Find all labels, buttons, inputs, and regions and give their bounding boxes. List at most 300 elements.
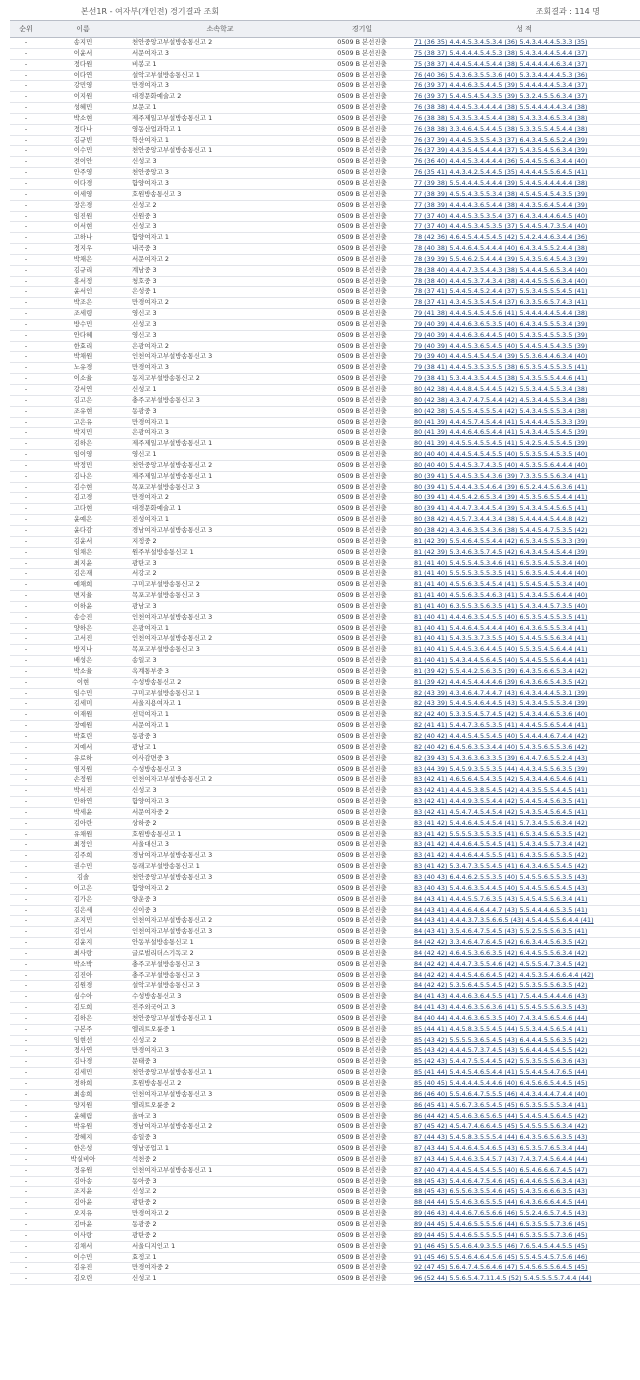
name-cell: 김아윤 — [42, 1198, 124, 1209]
name-cell: 장혜지 — [42, 1133, 124, 1144]
score-link[interactable]: 81 (42 39) 5.5.4.6.4.5.5.4.4 (42) 6.5.3.4.5.5.5.3.3 (39) — [414, 536, 588, 545]
school-cell: 함양여자고 3 — [124, 178, 316, 189]
table-row — [10, 1154, 640, 1165]
score-link[interactable]: 80 (42 38) 4.3.4.7.4.7.5.4.4 (42) 4.5.3.4.4.5.5.3.4 (38) — [414, 395, 588, 404]
rank-cell: - — [10, 710, 42, 721]
score-link[interactable]: 88 (45 43) 5.4.4.6.4.7.5.4.6 (45) 6.4.4.6.5.5.6.3.4 (43) — [414, 1176, 588, 1185]
score-link[interactable]: 85 (43 42) 5.5.5.5.3.6.5.4.5 (43) 6.4.4.4.5.5.6.3.5 (42) — [414, 1035, 588, 1044]
game-cell: 0509 B 본선진출 — [316, 1241, 408, 1252]
rank-cell: - — [10, 515, 42, 526]
game-cell: 0509 B 본선진출 — [316, 450, 408, 461]
rank-cell: - — [10, 1133, 42, 1144]
rank-cell: - — [10, 677, 42, 688]
score-link[interactable]: 85 (44 41) 4.4.5.8.3.5.5.4.5 (44) 5.5.3.4.4.5.6.5.4 (41) — [414, 1024, 588, 1033]
score-link[interactable]: 89 (46 43) 4.4.4.6.7.6.5.6.6 (46) 5.5.2.4.6.5.7.4.5 (43) — [414, 1209, 588, 1218]
score-link[interactable]: 80 (41 39) 4.4.5.5.4.5.5.4.5 (41) 5.4.2.5.4.5.5.4.5 (39) — [414, 439, 588, 448]
score-link[interactable]: 87 (43 44) 5.4.4.6.4.5.4.6.5 (43) 6.5.3.5.7.6.5.3.4 (44) — [414, 1144, 588, 1153]
rank-cell: - — [10, 525, 42, 536]
score-link[interactable]: 78 (38 40) 4.4.4.5.3.7.4.3.4 (38) 4.4.4.5.5.5.6.3.4 (40) — [414, 276, 588, 285]
score-link[interactable]: 82 (43 39) 5.4.4.5.4.6.4.4.5 (43) 5.4.3.4.5.5.5.3.4 (39) — [414, 699, 588, 708]
table-row — [10, 450, 640, 461]
score-link[interactable]: 77 (39 38) 5.5.4.4.4.5.4.4.4 (39) 5.4.4.5.4.4.4.4.4 (38) — [414, 178, 588, 187]
game-cell: 0509 B 본선진출 — [316, 1079, 408, 1090]
game-cell: 0509 B 본선진출 — [316, 1068, 408, 1079]
rank-cell: - — [10, 1263, 42, 1274]
score-cell — [408, 233, 640, 244]
name-cell: 정다나 — [42, 124, 124, 135]
school-cell: 석천중 2 — [124, 1154, 316, 1165]
rank-cell: - — [10, 688, 42, 699]
game-cell: 0509 B 본선진출 — [316, 905, 408, 916]
name-cell: 박채은 — [42, 254, 124, 265]
score-cell — [408, 211, 640, 222]
score-link[interactable]: 80 (38 42) 4.3.4.6.3.5.4.3.6 (38) 5.4.4.5.4.7.5.3.5 (42) — [414, 525, 588, 534]
score-link[interactable]: 84 (42 42) 4.6.4.5.3.6.6.3.5 (42) 6.4.4.5.5.5.6.3.4 (42) — [414, 948, 588, 957]
score-link[interactable]: 92 (47 45) 5.6.4.7.4.5.6.4.6 (47) 5.4.5.6.5.5.6.4.5 (45) — [414, 1263, 588, 1272]
school-cell: 서강고 2 — [124, 569, 316, 580]
score-link[interactable]: 89 (44 45) 5.4.4.6.5.5.5.5.5 (44) 6.5.3.5.5.5.7.3.6 (45) — [414, 1230, 588, 1239]
table-row — [10, 146, 640, 157]
school-cell: 인천여자고부설방송통신고 3 — [124, 1089, 316, 1100]
name-cell: 조지민 — [42, 916, 124, 927]
rank-cell: - — [10, 200, 42, 211]
school-cell: 동광중 3 — [124, 732, 316, 743]
score-link[interactable]: 77 (38 39) 4.5.5.4.3.5.5.3.4 (38) 4.5.4.5.4.5.4.3.5 (39) — [414, 189, 588, 198]
game-cell: 0509 B 본선진출 — [316, 699, 408, 710]
rank-cell: - — [10, 135, 42, 146]
name-cell: 김윤서 — [42, 536, 124, 547]
game-cell: 0509 B 본선진출 — [316, 1100, 408, 1111]
score-link[interactable]: 83 (41 42) 4.4.4.6.4.5.5.4.5 (41) 5.4.3.4.5.5.7.3.4 (42) — [414, 840, 588, 849]
table-row — [10, 1263, 640, 1274]
table-row — [10, 948, 640, 959]
score-cell — [408, 1187, 640, 1198]
score-link[interactable]: 83 (42 41) 4.5.4.7.4.5.4.5.4 (42) 5.4.3.5.4.5.6.4.5 (41) — [414, 807, 588, 816]
score-link[interactable]: 81 (39 42) 5.5.4.4.2.5.6.3.5 (39) 6.4.3.5.6.6.5.3.4 (42) — [414, 666, 588, 675]
school-cell: 신성고 3 — [124, 319, 316, 330]
score-link[interactable]: 77 (37 40) 4.4.4.5.3.4.5.3.5 (37) 5.4.4.5.4.7.3.5.4 (40) — [414, 222, 588, 231]
score-cell — [408, 807, 640, 818]
school-cell: 수성방송통신고 3 — [124, 764, 316, 775]
name-cell: 조지윤 — [42, 1187, 124, 1198]
score-link[interactable]: 83 (40 43) 6.4.4.6.2.5.5.3.5 (40) 5.4.5.5.6.5.5.3.5 (43) — [414, 872, 588, 881]
rank-cell: - — [10, 276, 42, 287]
score-link[interactable]: 76 (35 41) 4.4.3.4.2.5.4.4.5 (35) 4.4.4.4.5.5.6.4.5 (41) — [414, 168, 588, 177]
score-cell — [408, 135, 640, 146]
score-link[interactable]: 79 (40 39) 4.4.4.6.3.6.5.3.5 (40) 6.4.3.4.5.5.5.3.4 (39) — [414, 319, 588, 328]
name-cell: 김하은 — [42, 1013, 124, 1024]
table-row — [10, 1089, 640, 1100]
rank-cell: - — [10, 1209, 42, 1220]
score-cell — [408, 70, 640, 81]
rank-cell: - — [10, 547, 42, 558]
game-cell: 0509 B 본선진출 — [316, 298, 408, 309]
score-link[interactable]: 87 (43 44) 5.4.4.6.3.5.4.5.7 (43) 7.4.3.7.4.5.6.4.4 (44) — [414, 1154, 588, 1163]
name-cell: 김나경 — [42, 1057, 124, 1068]
score-link[interactable]: 80 (41 39) 4.4.4.6.4.6.5.4.4 (41) 5.4.3.4.4.5.5.4.5 (39) — [414, 428, 588, 437]
score-cell — [408, 786, 640, 797]
table-row — [10, 732, 640, 743]
rank-cell: - — [10, 1154, 42, 1165]
score-link[interactable]: 78 (38 40) 4.4.4.7.3.5.4.4.3 (38) 5.4.4.4.5.6.5.3.4 (40) — [414, 265, 588, 274]
score-link[interactable]: 84 (41 43) 4.4.4.6.3.5.6.3.6 (41) 5.5.4.5.5.5.6.3.5 (43) — [414, 1003, 588, 1012]
score-link[interactable]: 80 (38 42) 4.4.5.7.3.4.4.3.4 (38) 5.4.4.4.4.5.4.4.8 (42) — [414, 515, 588, 524]
game-cell: 0509 B 본선진출 — [316, 851, 408, 862]
table-row — [10, 471, 640, 482]
score-link[interactable]: 83 (40 43) 5.4.4.6.3.5.4.4.5 (40) 5.4.4.5.5.6.5.4.5 (43) — [414, 883, 588, 892]
score-link[interactable]: 84 (43 41) 4.4.4.5.5.7.6.3.5 (43) 5.4.5.4.5.5.6.3.4 (41) — [414, 894, 588, 903]
score-link[interactable]: 85 (43 42) 4.4.4.5.7.3.7.4.5 (43) 5.6.4.4.4.5.4.5.5 (42) — [414, 1046, 588, 1055]
score-link[interactable]: 81 (41 40) 4.5.5.6.3.5.4.5.4 (41) 5.5.4.5.4.5.5.3.4 (40) — [414, 580, 588, 589]
score-link[interactable]: 91 (46 45) 5.5.4.6.4.9.3.5.5 (46) 7.6.5.4.5.4.4.5.5 (45) — [414, 1241, 588, 1250]
name-cell: 박지민 — [42, 428, 124, 439]
table-row — [10, 612, 640, 623]
school-cell: 호원방송통신고 2 — [124, 1079, 316, 1090]
game-cell: 0509 B 본선진출 — [316, 1209, 408, 1220]
school-cell: 신원중 3 — [124, 211, 316, 222]
game-cell: 0509 B 본선진출 — [316, 341, 408, 352]
score-link[interactable]: 84 (42 42) 4.4.4.7.3.5.5.4.6 (42) 4.5.5.5.4.7.3.4.5 (42) — [414, 959, 588, 968]
score-link[interactable]: 76 (38 38) 4.4.4.5.3.4.4.4.4 (38) 5.5.4.4.4.4.4.3.4 (38) — [414, 103, 588, 112]
score-link[interactable]: 84 (43 41) 3.5.4.6.4.7.5.4.5 (43) 5.5.2.5.5.5.6.3.5 (41) — [414, 927, 588, 936]
score-link[interactable]: 79 (39 40) 4.4.4.5.4.5.4.5.4 (39) 5.5.3.6.4.4.6.3.4 (40) — [414, 352, 588, 361]
score-link[interactable]: 81 (41 40) 4.5.5.6.3.5.4.6.3 (41) 5.4.3.4.5.5.6.4.4 (40) — [414, 591, 588, 600]
name-cell: 김은재 — [42, 569, 124, 580]
school-cell: 함양여자고 2 — [124, 883, 316, 894]
school-cell: 영동산업과학고 1 — [124, 124, 316, 135]
score-link[interactable]: 81 (40 41) 4.4.4.6.3.5.4.5.5 (40) 6.5.3.5.4.5.5.3.5 (41) — [414, 612, 588, 621]
score-cell — [408, 1111, 640, 1122]
game-cell: 0509 B 본선진출 — [316, 211, 408, 222]
score-link[interactable]: 80 (39 41) 4.4.5.4.2.6.5.3.4 (39) 4.5.3.5.6.5.5.4.4 (41) — [414, 493, 588, 502]
score-link[interactable]: 76 (39 37) 4.4.4.6.3.5.4.4.5 (39) 5.4.4.4.4.4.5.3.4 (37) — [414, 81, 588, 90]
table-row — [10, 851, 640, 862]
score-link[interactable]: 88 (45 43) 6.5.5.6.3.5.5.4.6 (45) 5.4.3.5.6.6.6.3.5 (43) — [414, 1187, 588, 1196]
name-cell: 이수민 — [42, 1252, 124, 1263]
score-link[interactable]: 84 (42 42) 5.3.5.6.4.5.5.4.5 (42) 5.5.3.5.5.5.6.3.5 (42) — [414, 981, 588, 990]
table-row — [10, 569, 640, 580]
score-link[interactable]: 75 (38 37) 4.4.4.5.4.4.5.4.4 (38) 5.4.4.4.4.4.6.3.4 (37) — [414, 59, 588, 68]
table-row — [10, 504, 640, 515]
school-cell: 천안중앙고 3 — [124, 168, 316, 179]
score-link[interactable]: 78 (37 41) 5.4.4.5.4.5.2.4.4 (37) 5.5.3.4.5.5.5.4.5 (41) — [414, 287, 588, 296]
score-link[interactable]: 80 (40 40) 5.4.4.5.3.7.4.3.5 (40) 4.5.3.5.5.6.4.4.4 (40) — [414, 460, 588, 469]
score-link[interactable]: 77 (38 39) 4.4.4.4.3.6.5.4.4 (38) 4.4.3.5.6.4.5.4.4 (39) — [414, 200, 588, 209]
rank-cell: - — [10, 428, 42, 439]
rank-cell: - — [10, 385, 42, 396]
score-link[interactable]: 80 (39 41) 5.4.4.5.3.5.4.3.6 (39) 7.3.3.5.5.5.6.3.4 (41) — [414, 471, 588, 480]
school-cell: 은광여자고 3 — [124, 428, 316, 439]
score-link[interactable]: 84 (40 44) 4.4.4.6.3.6.5.3.5 (40) 7.4.3.4.5.6.5.4.6 (44) — [414, 1013, 588, 1022]
score-cell — [408, 1274, 640, 1285]
score-link[interactable]: 81 (40 41) 5.4.3.4.4.5.6.4.5 (40) 5.4.4.5.5.5.6.4.4 (41) — [414, 656, 588, 665]
table-row — [10, 894, 640, 905]
score-link[interactable]: 85 (42 43) 5.4.4.7.5.5.4.4.5 (42) 5.5.3.5.5.5.6.3.6 (43) — [414, 1057, 588, 1066]
score-cell — [408, 699, 640, 710]
rank-cell: - — [10, 786, 42, 797]
rank-cell: - — [10, 146, 42, 157]
score-link[interactable]: 84 (43 41) 4.4.4.6.4.6.4.4.7 (43) 5.5.4.4.4.6.5.3.5 (41) — [414, 905, 588, 914]
score-cell — [408, 1024, 640, 1035]
header-school: 소속학교 — [124, 21, 316, 38]
rank-cell: - — [10, 1230, 42, 1241]
score-link[interactable]: 83 (42 41) 4.4.4.5.3.8.5.4.5 (42) 4.4.3.5.5.5.4.4.5 (41) — [414, 786, 588, 795]
table-row — [10, 710, 640, 721]
game-cell: 0509 B 본선진출 — [316, 721, 408, 732]
score-link[interactable]: 80 (39 41) 5.4.4.4.3.5.4.6.4 (39) 6.5.2.4.4.5.6.3.6 (41) — [414, 482, 588, 491]
score-link[interactable]: 82 (40 42) 4.4.4.5.4.5.5.4.5 (40) 5.4.4.4.4.6.7.4.4 (42) — [414, 732, 588, 740]
score-link[interactable]: 80 (42 38) 4.4.4.8.4.5.4.4.5 (42) 5.5.3.4.4.5.5.3.4 (38) — [414, 385, 588, 393]
name-cell: 이재원 — [42, 710, 124, 721]
score-link[interactable]: 81 (42 39) 5.3.4.6.3.5.7.4.5 (42) 6.4.3.4.5.4.5.4.4 (39) — [414, 547, 588, 556]
score-link[interactable]: 83 (42 41) 4.6.5.6.4.5.4.3.5 (42) 5.4.3.4.4.6.5.4.6 (41) — [414, 775, 588, 784]
score-link[interactable]: 76 (38 38) 3.3.4.6.4.5.4.4.5 (38) 5.3.3.5.5.4.5.4.4 (38) — [414, 124, 588, 133]
rank-cell: - — [10, 569, 42, 580]
game-cell: 0509 B 본선진출 — [316, 1187, 408, 1198]
score-link[interactable]: 85 (41 44) 5.4.4.5.4.6.5.4.4 (41) 5.5.4.4.5.4.7.6.5 (44) — [414, 1068, 588, 1077]
score-link[interactable]: 82 (41 41) 5.4.4.7.3.6.5.3.5 (41) 4.4.4.5.5.6.5.4.4 (41) — [414, 721, 588, 730]
game-cell: 0509 B 본선진출 — [316, 135, 408, 146]
score-link[interactable]: 86 (44 42) 4.5.4.6.3.6.5.6.5 (44) 5.4.4.5.4.5.6.4.5 (42) — [414, 1111, 588, 1120]
name-cell: 박소박 — [42, 959, 124, 970]
score-link[interactable]: 78 (42 36) 4.6.4.5.4.4.5.4.5 (42) 5.4.2.4.4.6.3.4.4 (36) — [414, 233, 588, 242]
game-cell: 0509 B 본선진출 — [316, 406, 408, 417]
school-cell: 만경여자고 2 — [124, 1209, 316, 1220]
rank-cell: - — [10, 721, 42, 732]
name-cell: 윤예은 — [42, 515, 124, 526]
name-cell: 노유경 — [42, 363, 124, 374]
score-cell — [408, 862, 640, 873]
school-cell: 광탄중 2 — [124, 1198, 316, 1209]
score-link[interactable]: 79 (40 39) 4.4.4.5.3.6.5.4.5 (40) 5.4.4.5.4.5.4.3.5 (39) — [414, 341, 588, 350]
game-cell: 0509 B 본선진출 — [316, 948, 408, 959]
school-cell: 학산여자고 1 — [124, 135, 316, 146]
table-row — [10, 829, 640, 840]
school-cell: 제주제일고부설방송통신고 1 — [124, 471, 316, 482]
score-link[interactable]: 79 (38 41) 5.3.4.4.3.5.4.4.5 (38) 5.4.3.5.5.5.4.4.6 (41) — [414, 374, 588, 383]
game-cell: 0509 B 본선진출 — [316, 1219, 408, 1230]
game-cell: 0509 B 본선진출 — [316, 1263, 408, 1274]
name-cell: 송지민 — [42, 38, 124, 49]
score-link[interactable]: 82 (39 43) 5.4.3.6.3.6.3.3.5 (39) 6.4.4.7.6.5.5.2.4 (43) — [414, 753, 588, 762]
name-cell: 배성은 — [42, 656, 124, 667]
score-link[interactable]: 83 (44 39) 5.4.5.9.3.5.5.3.5 (44) 4.4.3.4.5.5.6.3.5 (39) — [414, 764, 588, 773]
game-cell: 0509 B 본선진출 — [316, 927, 408, 938]
table-body — [10, 38, 640, 1285]
score-link[interactable]: 88 (44 44) 5.5.4.6.3.6.5.5.5 (44) 6.4.3.6.6.6.4.4.5 (44) — [414, 1198, 588, 1207]
score-link[interactable]: 96 (52 44) 5.5.6.5.4.7.11.4.5 (52) 5.4.5.5.5.5.7.4.4 (44) — [414, 1274, 592, 1283]
score-link[interactable]: 83 (41 42) 5.5.5.5.3.5.5.3.5 (41) 6.5.3.4.5.6.5.3.5 (42) — [414, 829, 588, 838]
rank-cell: - — [10, 330, 42, 341]
name-cell: 김도희 — [42, 1003, 124, 1014]
score-link[interactable]: 77 (37 40) 4.4.4.5.3.5.3.5.4 (37) 6.4.3.4.4.4.6.4.5 (40) — [414, 211, 588, 220]
score-link[interactable]: 78 (37 41) 4.3.4.5.3.5.4.5.4 (37) 6.3.3.5.6.5.7.4.3 (41) — [414, 298, 588, 307]
score-link[interactable]: 81 (39 42) 4.4.4.5.4.4.4.4.6 (39) 6.4.3.6.6.5.4.3.5 (42) — [414, 677, 588, 686]
score-link[interactable]: 80 (40 40) 4.4.4.5.4.5.4.5.5 (40) 5.5.3.5.5.4.5.3.5 (40) — [414, 450, 588, 459]
score-link[interactable]: 78 (40 38) 5.4.4.6.4.5.4.4.4 (40) 6.4.3.4.5.5.2.4.4 (38) — [414, 244, 588, 253]
score-cell — [408, 254, 640, 265]
score-link[interactable]: 76 (39 37) 5.4.4.5.4.5.4.3.5 (39) 5.3.2.4.5.5.6.3.4 (37) — [414, 92, 588, 101]
school-cell: 보문고 1 — [124, 103, 316, 114]
table-row — [10, 417, 640, 428]
rank-cell: - — [10, 103, 42, 114]
game-cell: 0509 B 본선진출 — [316, 688, 408, 699]
score-link[interactable]: 84 (41 43) 4.4.4.6.3.6.4.5.5 (41) 7.5.4.4.5.4.4.4.6 (43) — [414, 992, 588, 1001]
score-link[interactable]: 87 (44 43) 5.4.5.8.3.5.5.5.4 (44) 6.4.3.5.6.5.6.3.5 (43) — [414, 1133, 588, 1142]
score-link[interactable]: 89 (44 45) 5.4.4.6.5.5.5.5.6 (44) 6.5.3.5.5.5.7.3.6 (45) — [414, 1219, 588, 1228]
table-row — [10, 797, 640, 808]
score-link[interactable]: 81 (40 41) 5.4.3.5.3.7.3.5.5 (40) 5.4.4.5.5.5.6.3.4 (41) — [414, 634, 588, 643]
game-cell: 0509 B 본선진출 — [316, 591, 408, 602]
score-link[interactable]: 79 (40 39) 4.4.4.6.3.6.4.4.5 (40) 5.4.3.5.4.5.5.3.5 (39) — [414, 330, 588, 339]
score-cell — [408, 428, 640, 439]
score-link[interactable]: 84 (43 41) 4.4.4.3.7.3.5.6.6.5 (43) 4.5.4.4.5.5.6.4.4 (41) — [414, 916, 594, 925]
score-link[interactable]: 79 (41 38) 4.4.4.5.4.5.4.5.6 (41) 5.4.4.4.4.4.5.4.4 (38) — [414, 309, 588, 318]
school-cell: 이사감면중 3 — [124, 753, 316, 764]
score-link[interactable]: 83 (41 42) 5.4.4.6.4.5.4.5.4 (41) 5.7.3.4.5.5.6.3.4 (42) — [414, 818, 588, 827]
score-link[interactable]: 81 (40 41) 5.4.4.6.4.5.4.4.4 (40) 6.4.3.6.5.5.5.3.4 (41) — [414, 623, 588, 632]
score-cell — [408, 59, 640, 70]
score-link[interactable]: 76 (37 39) 4.4.3.5.4.5.4.4.4 (37) 5.4.3.5.4.5.6.3.4 (39) — [414, 146, 588, 155]
name-cell: 송승진 — [42, 612, 124, 623]
rank-cell: - — [10, 352, 42, 363]
score-link[interactable]: 82 (40 42) 6.4.5.6.3.5.3.4.4 (40) 5.4.3.5.6.5.5.3.6 (42) — [414, 742, 588, 751]
game-cell: 0509 B 본선진출 — [316, 959, 408, 970]
rank-cell: - — [10, 1252, 42, 1263]
score-link[interactable]: 76 (40 36) 5.4.3.6.3.5.5.3.6 (40) 5.3.3.4.4.4.4.5.3 (36) — [414, 70, 588, 79]
school-cell: 서울디지인고 1 — [124, 1241, 316, 1252]
score-cell — [408, 851, 640, 862]
rank-cell: - — [10, 178, 42, 189]
rank-cell: - — [10, 460, 42, 471]
game-cell: 0509 B 본선진출 — [316, 666, 408, 677]
score-cell — [408, 753, 640, 764]
name-cell: 김고경 — [42, 493, 124, 504]
score-cell — [408, 363, 640, 374]
table-row — [10, 1122, 640, 1133]
game-cell: 0509 B 본선진출 — [316, 385, 408, 396]
name-cell: 이사랑 — [42, 1230, 124, 1241]
game-cell: 0509 B 본선진출 — [316, 330, 408, 341]
table-row — [10, 374, 640, 385]
rank-cell: - — [10, 1068, 42, 1079]
table-row — [10, 168, 640, 179]
school-cell: 영신고 3 — [124, 330, 316, 341]
school-cell: 함양여자고 1 — [124, 233, 316, 244]
school-cell: 충주고부설방송통신고 3 — [124, 959, 316, 970]
score-link[interactable]: 81 (40 41) 5.4.4.5.3.6.4.4.5 (40) 5.5.3.5.4.5.6.4.4 (41) — [414, 645, 588, 654]
score-cell — [408, 634, 640, 645]
score-link[interactable]: 82 (42 40) 5.3.3.5.4.5.7.4.5 (42) 5.4.3.4.4.6.5.3.6 (40) — [414, 710, 588, 719]
score-link[interactable]: 83 (41 42) 5.3.4.7.3.5.5.4.5 (41) 6.4.3.4.6.5.5.4.5 (42) — [414, 862, 588, 871]
score-cell — [408, 1046, 640, 1057]
rank-cell: - — [10, 699, 42, 710]
score-link[interactable]: 76 (36 40) 4.4.4.5.3.4.4.4.4 (36) 5.4.4.5.5.6.3.4.4 (40) — [414, 157, 588, 166]
game-cell: 0509 B 본선진출 — [316, 1024, 408, 1035]
name-cell: 김규리 — [42, 265, 124, 276]
score-cell — [408, 959, 640, 970]
score-cell — [408, 656, 640, 667]
score-link[interactable]: 86 (45 41) 4.5.6.7.3.6.5.4.5 (45) 6.5.3.5.5.5.5.3.4 (41) — [414, 1100, 588, 1109]
score-link[interactable]: 79 (38 41) 4.4.4.5.3.5.3.5.5 (38) 6.5.3.5.4.5.5.3.5 (41) — [414, 363, 588, 372]
school-cell: 만경여자고 3 — [124, 81, 316, 92]
name-cell: 전이안 — [42, 157, 124, 168]
score-link[interactable]: 82 (43 39) 4.3.4.6.4.7.4.4.7 (43) 6.4.3.4.4.4.5.3.1 (39) — [414, 688, 588, 697]
name-cell: 김세민 — [42, 1068, 124, 1079]
score-link[interactable]: 87 (45 42) 4.5.4.7.4.6.6.4.5 (45) 5.4.5.5.5.5.6.3.4 (42) — [414, 1122, 588, 1131]
score-cell — [408, 1154, 640, 1165]
school-cell: 엘리트오륜중 1 — [124, 1024, 316, 1035]
school-cell: 동아중 3 — [124, 1176, 316, 1187]
game-cell: 0509 B 본선진출 — [316, 515, 408, 526]
score-cell — [408, 352, 640, 363]
table-row — [10, 634, 640, 645]
score-link[interactable]: 80 (41 39) 4.4.4.5.7.4.5.4.4 (41) 5.4.4.4.4.5.5.3.3 (39) — [414, 417, 588, 426]
table-row — [10, 276, 640, 287]
table-row — [10, 493, 640, 504]
table-row — [10, 1176, 640, 1187]
score-link[interactable]: 78 (39 39) 5.5.4.6.2.5.4.4.4 (39) 5.4.3.5.6.4.5.4.3 (39) — [414, 254, 588, 263]
score-link[interactable]: 84 (42 42) 3.3.4.6.4.7.6.4.5 (42) 6.6.3.4.4.5.6.3.5 (42) — [414, 938, 588, 947]
score-link[interactable]: 80 (42 38) 5.4.5.5.4.5.5.5.4 (42) 5.4.3.4.5.5.5.3.4 (38) — [414, 406, 588, 415]
rank-cell: - — [10, 927, 42, 938]
score-link[interactable]: 83 (41 42) 4.4.4.6.4.4.5.5.5 (41) 6.4.3.5.5.6.5.3.5 (42) — [414, 851, 588, 860]
name-cell: 이소율 — [42, 374, 124, 385]
school-cell: 은광여자고 1 — [124, 623, 316, 634]
score-link[interactable]: 76 (37 39) 4.4.4.5.3.5.5.4.3 (37) 6.4.3.4.5.6.5.2.4 (39) — [414, 135, 588, 144]
score-cell — [408, 970, 640, 981]
score-link[interactable]: 85 (40 45) 5.4.4.4.4.5.4.4.6 (40) 6.4.5.6.6.5.4.4.5 (45) — [414, 1079, 588, 1087]
game-cell: 0509 B 본선진출 — [316, 374, 408, 385]
score-link[interactable]: 86 (46 40) 5.5.4.6.4.7.5.5.5 (46) 4.4.3.4.4.4.7.4.4 (40) — [414, 1089, 588, 1098]
name-cell: 유로하 — [42, 753, 124, 764]
game-cell: 0509 B 본선진출 — [316, 395, 408, 406]
score-link[interactable]: 81 (41 40) 6.3.5.5.3.5.6.3.5 (41) 5.4.3.4.4.5.7.3.5 (40) — [414, 601, 588, 610]
score-link[interactable]: 71 (36 35) 4.4.4.5.3.4.5.3.4 (36) 5.4.3.4.4.4.5.3.3 (35) — [414, 38, 588, 46]
score-link[interactable]: 76 (38 38) 5.4.3.5.3.4.5.4.4 (38) 5.4.3.3.4.6.5.3.4 (38) — [414, 113, 588, 122]
rank-cell: - — [10, 1035, 42, 1046]
score-link[interactable]: 80 (39 41) 4.4.4.7.3.4.4.5.4 (39) 5.4.3.4.5.4.5.6.5 (41) — [414, 504, 588, 513]
game-cell: 0509 B 본선진출 — [316, 146, 408, 157]
rank-cell: - — [10, 916, 42, 927]
table-row — [10, 623, 640, 634]
school-cell: 대경문화예술고 2 — [124, 92, 316, 103]
score-link[interactable]: 91 (45 46) 5.5.4.6.4.6.4.5.6 (45) 5.5.4.5.4.5.7.5.6 (46) — [414, 1252, 588, 1261]
school-cell: 호원방송통신고 3 — [124, 189, 316, 200]
score-link[interactable]: 87 (40 47) 4.4.4.5.4.5.4.5.5 (40) 6.5.4.6.6.6.7.4.5 (47) — [414, 1165, 588, 1174]
rank-cell: - — [10, 92, 42, 103]
score-link[interactable]: 81 (41 40) 5.5.5.5.3.5.5.3.5 (41) 5.6.3.5.4.5.4.4.4 (40) — [414, 569, 588, 578]
score-link[interactable]: 81 (41 40) 5.4.5.5.4.5.3.4.6 (41) 6.5.3.5.4.5.5.3.4 (40) — [414, 558, 588, 567]
table-row — [10, 1133, 640, 1144]
school-cell: 동광중 2 — [124, 1219, 316, 1230]
name-cell: 김채서 — [42, 1241, 124, 1252]
score-link[interactable]: 83 (42 41) 4.4.4.9.3.5.5.4.4 (42) 5.4.4.5.4.5.6.3.5 (41) — [414, 797, 588, 806]
score-link[interactable]: 84 (42 42) 4.4.4.5.4.6.6.4.5 (42) 4.4.5.3.5.4.6.6.4.4 (42) — [414, 970, 594, 979]
score-link[interactable]: 75 (38 37) 5.4.4.4.4.5.4.5.3 (38) 5.4.3.4.4.4.5.4.4 (37) — [414, 48, 588, 57]
table-row — [10, 254, 640, 265]
rank-cell: - — [10, 1003, 42, 1014]
school-cell: 경남여자고부설방송통신고 2 — [124, 1122, 316, 1133]
rank-cell: - — [10, 862, 42, 873]
score-cell — [408, 471, 640, 482]
table-row — [10, 591, 640, 602]
score-cell — [408, 178, 640, 189]
table-row — [10, 1241, 640, 1252]
school-cell: 만경여자중 2 — [124, 1263, 316, 1274]
school-cell: 설악고부설방송통신고 1 — [124, 70, 316, 81]
score-cell — [408, 460, 640, 471]
